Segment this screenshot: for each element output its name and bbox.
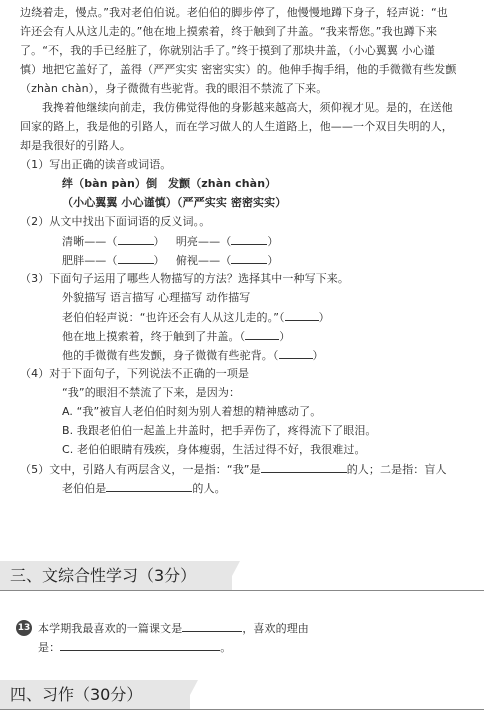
q2-row-1: 清晰——（ ） 明亮——（ ） [62,235,279,248]
q2-word-d: 俯视——（ [175,254,232,267]
q2-word-c: 肥胖——（ [62,254,118,267]
q4-option-c[interactable]: C. 老伯伯眼睛有残疾，身体瘦弱，生活过得不好，我很难过。 [62,443,366,456]
q2-row-2: 肥胖——（ ） 俯视——（ ） [62,254,279,267]
answer-blank[interactable] [279,348,313,359]
answer-blank[interactable] [285,310,319,321]
answer-blank[interactable] [261,462,347,473]
answer-blank[interactable] [60,640,220,651]
question-13-line-1: 本学期我最喜欢的一篇课文是 ，喜欢的理由 [38,622,309,635]
passage-line: 了。“不，我的手已经脏了，你就别沾手了。”终于摸到了那块井盖，（小心翼翼 小心谨 [20,44,435,57]
q1-item-a: 绊（bàn pàn）倒 [62,177,158,190]
q3-sentence-3: 他的手微微有些发颤，身子微微有些驼背。（ ） [62,349,324,362]
answer-blank[interactable] [231,234,267,245]
passage-line: 回家的路上，我是他的引路人，而在学习做人的人生道路上，他——一个双目失明的人， [20,120,453,133]
answer-blank[interactable] [118,253,154,264]
answer-blank[interactable] [106,481,192,492]
q3-sentence-1: 老伯伯轻声说：“也许还会有人从这儿走的。”（ ） [62,311,330,324]
q2-word-a: 清晰——（ [62,235,118,248]
answer-blank[interactable] [182,621,242,632]
q3-options: 外貌描写 语言描写 心理描写 动作描写 [62,291,251,304]
question-2-stem: （2）从文中找出下面词语的反义词。。 [20,215,211,228]
passage-line: 边绕着走，慢点。”我对老伯伯说。老伯伯的脚步停了，他慢慢地蹲下身子，轻声说：“也 [20,6,448,19]
passage-line: 却是我很好的引路人。 [20,139,131,152]
q4-quote: “我”的眼泪不禁流了下来，是因为： [62,386,241,399]
section-4-title: 四、习作（30分） [10,685,143,704]
question-5-line-1: （5）文中，引路人有两层含义，一是指：“我”是 的人；二是指：盲人 [20,463,447,476]
question-1-stem: （1）写出正确的读音或词语。 [20,158,172,171]
passage-line: 慎）地把它盖好了，盖得（严严实实 密密实实）的。他伸手掏手绢，他的手微微有些发颤 [20,63,457,76]
section-3-title: 三、文综合性学习（3分） [10,566,197,585]
answer-blank[interactable] [245,329,279,340]
question-4-stem: （4）对于下面句子，下列说法不正确的一项是 [20,367,250,380]
question-13-line-2: 是： 。 [38,641,232,654]
answer-blank[interactable] [231,253,267,264]
q1-item-b: 发颤（zhàn chàn） [168,177,277,190]
passage-line: 许还会有人从这儿走的。”他在地上摸索着，终于触到了井盖。“我来帮您。”我也蹲下来 [20,25,438,38]
question-5-line-2: 老伯伯是 的人。 [62,482,226,495]
q2-word-b: 明亮——（ [175,235,232,248]
section-3-header [0,561,484,591]
passage-line: （zhàn chàn），身子微微有些驼背。我的眼泪不禁流了下来。 [20,82,328,95]
passage-line: 我搀着他继续向前走，我仿佛觉得他的身影越来越高大，须仰视才见。是的，在送他 [42,101,453,114]
answer-blank[interactable] [118,234,154,245]
q3-sentence-2: 他在地上摸索着，终于触到了井盖。（ ） [62,330,291,343]
question-3-stem: （3）下面句子运用了哪些人物描写的方法？选择其中一种写下来。 [20,272,349,285]
q4-option-a[interactable]: A. “我”被盲人老伯伯时刻为别人着想的精神感动了。 [62,405,322,418]
q1-item-c: （小心翼翼 小心谨慎）（严严实实 密密实实） [62,196,287,209]
question-13-number-badge: 13 [16,620,32,636]
section-4-header [0,680,484,710]
q4-option-b[interactable]: B. 我跟老伯伯一起盖上井盖时，把手弄伤了，疼得流下了眼泪。 [62,424,377,437]
